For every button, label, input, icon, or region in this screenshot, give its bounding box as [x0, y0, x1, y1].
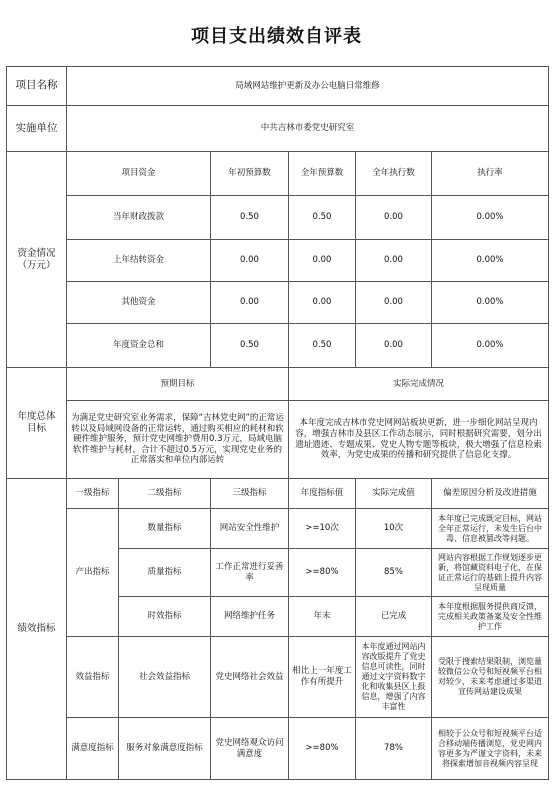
performance-label: 绩效指标 — [7, 479, 67, 780]
funds-cell: 0.50 — [289, 324, 356, 368]
funds-cell: 0.00% — [432, 324, 549, 368]
target-cell: 年末 — [289, 597, 356, 637]
funds-cell: 0.00 — [289, 240, 356, 282]
funds-header: 全年预算数 — [289, 152, 356, 196]
satisfaction-indicator-label: 满意度指标 — [67, 718, 119, 780]
level2-cell: 服务对象满意度指标 — [119, 718, 211, 780]
actual-cell: 85% — [356, 549, 432, 597]
perf-header: 年度指标值 — [289, 479, 356, 509]
funds-row-label: 年度资金总和 — [67, 324, 211, 368]
perf-header: 偏差原因分析及改进措施 — [432, 479, 549, 509]
funds-label: 资金情况 （万元） — [7, 152, 67, 368]
target-cell: >=80% — [289, 718, 356, 780]
level2-cell: 社会效益指标 — [119, 637, 211, 718]
unit-value: 中共吉林市委党史研究室 — [67, 106, 549, 152]
actual-cell: 10次 — [356, 509, 432, 549]
expected-goal-header: 预期目标 — [67, 368, 289, 401]
analysis-cell: 受限于搜索结果限制，浏览量较微信公众号和短视频平台相对较少，未来考虑通过多渠道宣传网站建设成果 — [432, 637, 549, 718]
level2-cell: 数量指标 — [119, 509, 211, 549]
benefit-indicator-label: 效益指标 — [67, 637, 119, 718]
perf-header: 二级指标 — [119, 479, 211, 509]
actual-cell: 78% — [356, 718, 432, 780]
level3-cell: 网站安全性维护 — [211, 509, 289, 549]
funds-cell: 0.50 — [289, 196, 356, 240]
funds-header: 全年执行数 — [356, 152, 432, 196]
funds-cell: 0.00 — [289, 282, 356, 324]
funds-cell: 0.00% — [432, 196, 549, 240]
funds-cell: 0.00 — [356, 196, 432, 240]
funds-header: 执行率 — [432, 152, 549, 196]
funds-row-label: 当年财政拨款 — [67, 196, 211, 240]
funds-cell: 0.00 — [211, 240, 289, 282]
funds-cell: 0.00% — [432, 240, 549, 282]
target-cell: >=80% — [289, 549, 356, 597]
analysis-cell: 本年度根据服务提供商反馈，完成相关政策备案及安全性维护工作 — [432, 597, 549, 637]
level3-cell: 工作正常进行妥善率 — [211, 549, 289, 597]
funds-cell: 0.50 — [211, 196, 289, 240]
funds-cell: 0.50 — [211, 324, 289, 368]
level2-cell: 时效指标 — [119, 597, 211, 637]
output-indicator-label: 产出指标 — [67, 509, 119, 637]
analysis-cell: 网站内容根据工作规划逐步更新，将馆藏资料电子化，在保证正常运行的基础上提升内容呈现质量 — [432, 549, 549, 597]
funds-header: 年初预算数 — [211, 152, 289, 196]
analysis-cell: 本年度已完成既定目标，网站全年正常运行，未发生后台中毒、信息被篡改等问题。 — [432, 509, 549, 549]
actual-cell: 本年度通过网站内容改版提升了党史信息可读性，同时通过文字资料数字化和收集县区上报信息，增强了内容丰富性 — [356, 637, 432, 718]
level3-cell: 网络维护任务 — [211, 597, 289, 637]
project-name-label: 项目名称 — [7, 67, 67, 106]
level2-cell: 质量指标 — [119, 549, 211, 597]
analysis-cell: 相较于公众号和短视频平台适合移动端传播浏览，党史网内容更多为严谨文字资料，未来将探索增加音视频内容呈现 — [432, 718, 549, 780]
actual-result-header: 实际完成情况 — [289, 368, 549, 401]
funds-header: 项目资金 — [67, 152, 211, 196]
page-title: 项目支出绩效自评表 — [191, 26, 362, 47]
funds-cell: 0.00 — [211, 282, 289, 324]
actual-result-text: 本年度完成吉林市党史网网站板块更新，进一步细化网站呈现内容，增强吉林市及县区工作动态展示，同时根据研究需要，划分出遗址遗迹、专题成果、党史人物专题等板块，极大增强了信息检索效率，为党史成果的传播和研究提供了信息化支撑。 — [289, 401, 549, 479]
perf-header: 实际完成值 — [356, 479, 432, 509]
funds-cell: 0.00 — [356, 282, 432, 324]
evaluation-table — [6, 66, 549, 780]
unit-label: 实施单位 — [7, 106, 67, 152]
funds-row-label: 其他资金 — [67, 282, 211, 324]
target-cell: >=10次 — [289, 509, 356, 549]
level3-cell: 党史网络社会效益 — [211, 637, 289, 718]
project-name-value: 局域网站维护更新及办公电脑日常维修 — [67, 67, 549, 106]
perf-header: 三级指标 — [211, 479, 289, 509]
expected-goal-text: 为满足党史研究室业务需求，保障“吉林党史网”的正常运转以及局域网设备的正常运转，通过购买相应的耗材和软硬件维护服务，预计党史网维护费用0.3万元，局域电脑软件维护与耗材，合计不超过0.5万元，实现党史业务的正常落实和单位内部运转 — [67, 401, 289, 479]
funds-cell: 0.00 — [356, 240, 432, 282]
level3-cell: 党史网络观众访问满意度 — [211, 718, 289, 780]
funds-cell: 0.00 — [356, 324, 432, 368]
actual-cell: 已完成 — [356, 597, 432, 637]
goals-label: 年度总体 目标 — [7, 368, 67, 479]
target-cell: 相比上一年度工作有所提升 — [289, 637, 356, 718]
funds-cell: 0.00% — [432, 282, 549, 324]
funds-row-label: 上年结转资金 — [67, 240, 211, 282]
perf-header: 一级指标 — [67, 479, 119, 509]
